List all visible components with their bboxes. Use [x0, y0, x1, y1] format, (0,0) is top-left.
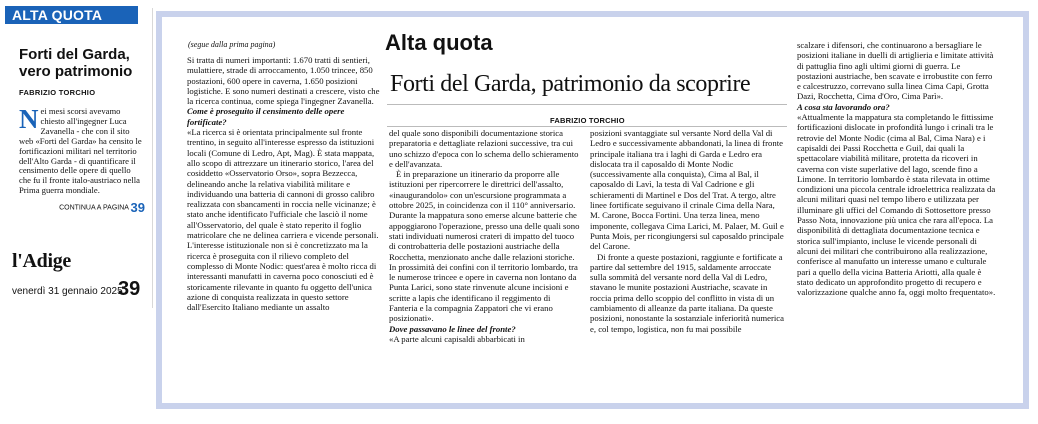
article-column-1: [187, 55, 381, 312]
front-teaser: [5, 6, 146, 215]
teaser-text: ei mesi scorsi avevamo chiesto all'ingegner Luca Zavanella - che con il sito web «Forti del Garda» ha censito le fortificazioni militari nel territorio dell'Alto Garda - di quantificare il censimento delle opere di quello che fu il fronte italo-austriaco nella Prima guerra mondiale.: [19, 106, 142, 196]
interview-question: Come è proseguito il censimento delle opere fortificate?: [187, 106, 345, 127]
article-paragraph: posizioni svantaggiate sul versante Nord della Val di Ledro e successivamente abbandonati, la linea di fronte principale italiana tra i laghi di Garda e Ledro era dislocata tra il caposaldo di Monte Nodic (successivamente alla conquista), Cima al Bal, il caposaldo di Lavì, la testa di Val Cadrione e gli schieramenti di Martinel e Dos del Trat. A tergo, altre linee fortificate seguivano il crinale Cima della Nara, M. Carone, Bocca Fortini. Una terza linea, meno imponente, collegava Cima Larici, M. Palaer, M. Guil e Punta Mois, per ricongiungersi sul caposaldo principale del Carone.: [590, 128, 784, 252]
article-column-4: [797, 40, 997, 297]
article-paragraph: «A parte alcuni capisaldi abbarbicati in: [389, 333, 525, 344]
article-column-3: [590, 128, 784, 334]
interview-question: Dove passavano le linee del fronte?: [389, 323, 516, 334]
teaser-body: [19, 104, 143, 196]
headline-rule-bottom: [387, 126, 787, 127]
article-byline: FABRIZIO TORCHIO: [550, 116, 625, 125]
teaser-kicker: ALTA QUOTA: [5, 6, 138, 24]
continua-page-number: 39: [130, 200, 145, 216]
article-paragraph: del quale sono disponibili documentazione storica preparatoria e dettagliate relazioni successive, tra cui uno schizzo d'epoca con lo schema dello schieramento e dell'avanzata.: [389, 128, 579, 169]
article-paragraph: «Attualmente la mappatura sta completando le fittissime fortificazioni dislocate in profondità lungo i crinali tra le retrovie del Monte Nodic (cima al Bal, Cima Nara) e i capisaldi dei Passi Rocchetta e Guil, dai quali la spettacolare viabilità militare, protetta da ricoveri in caverna con viste superlative del lago, scende fino a Limone. In territorio lombardo è stata rilevata in ottime condizioni una piccola centrale idroelettrica realizzata da alcuni militari quasi nel tempo libero e utilizzata per illuminare gli uffici del Comando di Sottosettore presso Passo Nota, innovazione più unica che rara all'epoca. La disponibilità di dettagliata documentazione tecnica e storica sull'impianto, incluse le vicende personali di alcuni dei militari che contribuirono alla realizzazione, conferisce al manufatto un interesse umano e culturale pari a quello della vicina Batteria Ariotti, alla quale è stato dedicato un approfondito progetto di recupero e valorizzazione qualche anno fa, oggi molto frequentato».: [797, 112, 996, 298]
article-paragraph: Di fronte a queste postazioni, raggiunte e fortificate a partire dal settembre del 1915, saldamente arroccate sulla sommità del versante nord della Val di Ledro, stavano le munite postazioni Austriache, scavate in roccia prima dello scoppio del conflitto in vista di un cambiamento di alleanze da parte italiana. Da queste posizioni, nonostante la sostanziale inferiorità numerica e, col tempo, logistica, non fu mai possibile: [590, 251, 784, 334]
article-column-2: [389, 128, 581, 344]
interview-question: A cosa sta lavorando ora?: [797, 101, 890, 112]
section-title: Alta quota: [385, 30, 493, 55]
article-paragraph: «La ricerca si è orientata principalmente sul fronte trentino, in seguito all'interesse espresso da istituzioni locali (Comune di Ledro, Apt, Mag). È stata mappata, allo scopo di attrezzare un itinerario storico, l'area del cosiddetto «Osservatorio Orso», sopra Bezzecca, delineando anche la relativa viabilità militare e individuando una batteria di cannoni di grosso calibro realizzata con sbancamenti in roccia nelle vicinanze; è stato anche identificato l'ufficiale che lasciò il nome all'Osservatorio, del quale è stato reperito il foglio matricolare che ne delinea carriera e vicende personali. L'interesse istituzionale non si è concretizzato ma la ricerca è proseguita con il rilievo completo del complesso di Monte Nodic: quest'area è molto ricca di interessanti manufatti in caverna poco conosciuti ed è storicamente rilevante in quanto fu oggetto dell'unica azione di conquista realizzata in questo settore dall'Esercito Italiano mediante un assalto: [187, 127, 379, 313]
issue-page-number: 39: [118, 278, 141, 300]
continua-label: CONTINUA A PAGINA: [59, 204, 129, 212]
article-headline: Forti del Garda, patrimonio da scoprire: [390, 71, 751, 97]
article-paragraph: È in preparazione un itinerario da proporre alle istituzioni per ripercorrere le direttrici dell'assalto, «inaugurandolo» con un'escursione programmata a ottobre 2025, in coincidenza con il 110° anniversario. Durante la mappatura sono emerse alcune batterie che appoggiarono l'operazione, presso una delle quali sono stati individuati numerosi crateri di impatto del tuoco di controbatteria delle postazioni austriache della Rocchetta, menzionato anche dalle relazioni storiche. In prossimità dei confini con il territorio lombardo, tra le numerose trincee e opere in caverna non lontano da Punta Larici, sono state rinvenute alcune incisioni e scritte a lapis che identificano il reggimento di Fanteria e la compagnia Zappatori che vi erano posizionati».: [389, 169, 580, 324]
headline-rule-top: [387, 104, 787, 105]
article-paragraph: Si tratta di numeri importanti: 1.670 tratti di sentieri, mulattiere, strade di arroccamento, 1.050 trincee, 850 postazioni, 600 opere in caverna, 1.650 posizioni logistiche. E sono numeri destinati a crescere, visto che la ricerca continua, come spiega l'ingegner Zavanella.: [187, 55, 380, 107]
teaser-dropcap: N: [19, 104, 39, 134]
continuation-note: (segue dalla prima pagina): [188, 40, 276, 49]
newspaper-logo: l'Adige: [12, 250, 72, 272]
issue-date: venerdì 31 gennaio 2025: [12, 286, 123, 297]
article-paragraph: scalzare i difensori, che continuarono a bersagliare le posizioni italiane in duelli di artiglieria e limitate attività di pattuglia fino agli ultimi giorni di guerra. Le postazioni austriache, ben scavate e irrobustite con ferro e calcestruzzo, correvano sulla linea Cima Capi, Grotta Dazi, Rocchetta, Cima d'Oro, Cima Parì».: [797, 40, 994, 102]
teaser-author: FABRIZIO TORCHIO: [19, 88, 96, 97]
teaser-title[interactable]: Forti del Garda, vero patrimonio: [19, 46, 133, 80]
continua-link[interactable]: [19, 200, 145, 215]
column-divider: [152, 8, 153, 308]
